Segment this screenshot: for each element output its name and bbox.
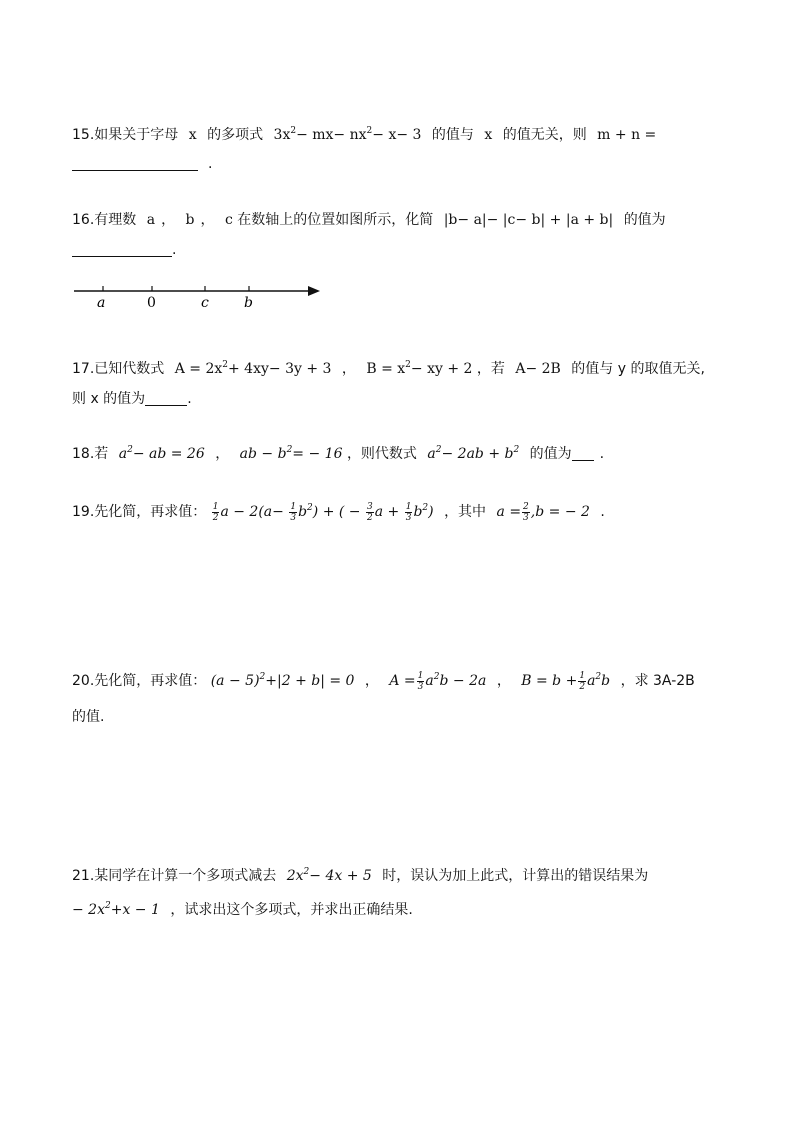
- text: 的值为: [623, 212, 666, 228]
- exponent: 2: [513, 445, 520, 455]
- text: 的值与: [431, 127, 474, 143]
- label-a: a: [97, 295, 106, 311]
- text: 时，误认为加上此式，计算出的错误结果为: [382, 868, 649, 884]
- text: ，试求出这个多项式，并求出正确结果.: [170, 902, 413, 918]
- text: .: [600, 504, 605, 520]
- fraction: $\frac{2}{3}$: [523, 501, 529, 523]
- text: 则 x 的值为: [72, 391, 146, 407]
- fraction: $\frac{1}{2}$: [212, 501, 219, 523]
- exponent: 2: [290, 126, 297, 136]
- question-16-line1: [72, 209, 666, 229]
- fraction: $\frac{1}{3}$: [290, 501, 297, 523]
- text: ，: [364, 673, 379, 689]
- fraction: $\frac{1}{2}$: [579, 670, 586, 692]
- question-number: 21.: [72, 868, 95, 884]
- math: − 2ab + b: [441, 446, 514, 462]
- question-number: 20.: [72, 673, 95, 689]
- math: ab − b: [239, 446, 287, 462]
- math: c: [224, 212, 233, 228]
- question-20-line1: [72, 670, 695, 692]
- text: ，若: [476, 361, 505, 377]
- question-15-line1: [72, 124, 656, 144]
- math: − x− 3: [372, 127, 422, 143]
- text: ，: [161, 212, 176, 228]
- math: x: [484, 127, 493, 143]
- math: = − 16: [292, 446, 343, 462]
- text: ，: [496, 673, 511, 689]
- text: .: [599, 446, 605, 462]
- text: 已知代数式: [94, 361, 165, 377]
- fraction: $\frac{1}{3}$: [417, 670, 424, 692]
- equation-2: [240, 446, 343, 462]
- math: b: [185, 212, 195, 228]
- fraction: $\frac{3}{2}$: [366, 501, 373, 523]
- math: B = x: [366, 361, 406, 377]
- question-20-line2: [72, 706, 104, 726]
- text: ，求 3A-2B: [620, 673, 695, 689]
- text: 的值与 y 的取值无关,: [571, 361, 705, 377]
- answer-blank[interactable]: [72, 156, 198, 171]
- math: a: [427, 446, 436, 462]
- question-number: 15.: [72, 127, 95, 143]
- question-number: 18.: [72, 446, 95, 462]
- question-15-line2: [72, 156, 212, 172]
- text: ，: [215, 446, 230, 462]
- fraction: $\frac{1}{3}$: [405, 501, 412, 523]
- text: 的值无关，则: [502, 127, 587, 143]
- equation-1: [119, 446, 205, 462]
- question-17-line1: [72, 358, 705, 378]
- math: |b− a|− |c− b| + |a + b|: [443, 212, 614, 228]
- label-c: c: [201, 295, 209, 311]
- expression-B: B = b + $\frac{1}{2}$ $a^2b$: [521, 670, 611, 692]
- exponent: 2: [127, 445, 133, 455]
- question-19: [72, 501, 605, 523]
- text: ，: [200, 212, 215, 228]
- text: 的多项式: [207, 127, 264, 143]
- expression-A: [175, 361, 332, 377]
- math: a: [118, 446, 128, 462]
- expression-A: A = $\frac{1}{3}$ $a^2b - 2a$: [389, 670, 487, 692]
- text: .: [187, 391, 192, 407]
- question-number: 19.: [72, 504, 95, 520]
- text: 有理数: [94, 212, 137, 228]
- answer-blank[interactable]: [72, 242, 172, 257]
- text: 若: [94, 446, 109, 462]
- question-21-line2: [72, 899, 413, 919]
- math: + 4xy− 3y + 3: [228, 361, 332, 377]
- question-16-line2: [72, 242, 176, 258]
- answer-blank[interactable]: [145, 391, 187, 406]
- text: 的值为: [529, 446, 572, 462]
- polynomial: [274, 127, 422, 143]
- math: a: [146, 212, 156, 228]
- number-line: [70, 278, 330, 314]
- text: 如果关于字母: [94, 127, 179, 143]
- answer-blank[interactable]: [572, 446, 594, 461]
- text: .: [208, 156, 213, 172]
- exponent: 2: [405, 360, 411, 370]
- exponent: 2: [286, 445, 293, 455]
- math: − mx− nx: [296, 127, 367, 143]
- math: A = 2x: [174, 361, 223, 377]
- label-0: 0: [147, 295, 156, 311]
- axis-arrow-icon: [308, 286, 320, 296]
- question-21-line1: [72, 865, 648, 885]
- wrong-result: − $2x^2+x - 1$: [72, 901, 160, 918]
- math: A− 2B: [515, 361, 561, 377]
- text: .: [172, 242, 177, 258]
- math: 3x: [273, 127, 291, 143]
- text: 在数轴上的位置如图所示，化简: [237, 212, 434, 228]
- question-number: 16.: [72, 212, 95, 228]
- exponent: 2: [366, 126, 373, 136]
- condition: $(a - 5)^2+|2 + b| = 0$: [210, 672, 355, 689]
- question-17-line2: [72, 388, 192, 408]
- subtracted-polynomial: $2x^2- 4x + 5$: [286, 867, 372, 884]
- math: x: [188, 127, 197, 143]
- text: ，则代数式: [346, 446, 417, 462]
- condition: a = $\frac{2}{3}$ ,b = − 2: [496, 501, 590, 523]
- question-number: 17.: [72, 361, 95, 377]
- exponent: 2: [435, 445, 442, 455]
- text: ，: [341, 361, 356, 377]
- text: 先化简，再求值：: [94, 504, 207, 520]
- math: − xy + 2: [410, 361, 473, 377]
- exponent: 2: [222, 360, 228, 370]
- question-18: [72, 443, 604, 463]
- text: 某同学在计算一个多项式减去: [94, 868, 277, 884]
- expression: $\frac{1}{2}$ a − 2(a− $\frac{1}{3}$ $b^2$) + ( − $\frac{3}{2}$ a + $\frac{1}{3}$ $b^2$): [212, 501, 434, 523]
- math: m + n =: [597, 127, 657, 143]
- text: ，其中: [444, 504, 487, 520]
- text: 先化简，再求值：: [94, 673, 207, 689]
- expression-B: [366, 361, 472, 377]
- expression: [427, 446, 519, 462]
- math: − ab = 26: [132, 446, 205, 462]
- text: 的值.: [72, 709, 105, 725]
- label-b: b: [244, 295, 253, 311]
